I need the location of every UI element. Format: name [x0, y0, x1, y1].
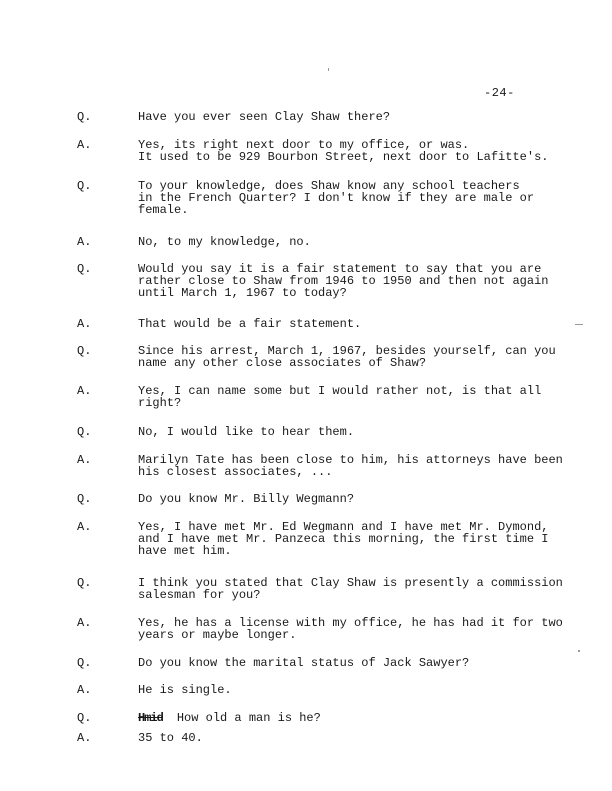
entry-text [138, 732, 578, 744]
text-line: Would you say it is a fair statement to say that you are [138, 262, 542, 276]
entry-text [138, 712, 578, 724]
text-line: Do you know Mr. Billy Wegmann? [138, 492, 355, 506]
text-line: It used to be 929 Bourbon Street, next door to Lafitte's. [138, 150, 549, 164]
entry-text [138, 180, 578, 216]
page-number: -24- [484, 86, 515, 100]
text-line: No, to my knowledge, no. [138, 235, 311, 249]
speaker-label: A. [77, 616, 92, 630]
text-line: No, I would like to hear them. [138, 425, 355, 439]
speaker-label: Q. [77, 711, 92, 725]
speaker-label: A. [77, 235, 92, 249]
text-line: Yes, its right next door to my office, or was. [138, 138, 470, 152]
text-line: Have you ever seen Clay Shaw there? [138, 110, 391, 124]
entry-text [138, 236, 578, 248]
entry-text [138, 345, 578, 369]
speaker-label: A. [77, 384, 92, 398]
text-line: female. [138, 203, 189, 217]
text-line: years or maybe longer. [138, 628, 297, 642]
scan-mark [575, 324, 583, 325]
text-line: Since his arrest, March 1, 1967, besides yourself, can you [138, 344, 556, 358]
text-line: To your knowledge, does Shaw know any school teachers [138, 179, 520, 193]
entry-text [138, 111, 578, 123]
text-line: salesman for you? [138, 588, 261, 602]
speaker-label: A. [77, 317, 92, 331]
speaker-label: A. [77, 683, 92, 697]
text-line: until March 1, 1967 to today? [138, 286, 347, 300]
entry-text [138, 657, 578, 669]
speaker-label: A. [77, 138, 92, 152]
text-line: rather close to Shaw from 1946 to 1950 and then not again [138, 274, 549, 288]
entry-text [138, 493, 578, 505]
speaker-label: A. [77, 453, 92, 467]
entry-text [138, 577, 578, 601]
text-line: his closest associates, ... [138, 465, 333, 479]
entry-text [138, 426, 578, 438]
text-line: Marilyn Tate has been close to him, his attorneys have been [138, 453, 563, 467]
speaker-label: Q. [77, 425, 92, 439]
entry-text [138, 684, 578, 696]
text-line: right? [138, 396, 182, 410]
entry-text [138, 454, 578, 478]
scan-mark [328, 68, 329, 71]
text-line: and I have met Mr. Panzeca this morning, the first time I [138, 532, 549, 546]
speaker-label: Q. [77, 262, 92, 276]
text-line: Do you know the marital status of Jack Sawyer? [138, 656, 470, 670]
speaker-label: Q. [77, 576, 92, 590]
struck-through-word: Hmid [138, 711, 163, 725]
speaker-label: Q. [77, 110, 92, 124]
text-line: in the French Quarter? I don't know if they are male or [138, 191, 535, 205]
text-line: name any other close associates of Shaw? [138, 356, 427, 370]
speaker-label: A. [77, 520, 92, 534]
entry-text [138, 521, 578, 557]
text-line: I think you stated that Clay Shaw is presently a commission [138, 576, 563, 590]
text-line: Yes, he has a license with my office, he has had it for two [138, 616, 563, 630]
speaker-label: Q. [77, 656, 92, 670]
text-line: Yes, I can name some but I would rather not, is that all [138, 384, 542, 398]
text-line: have met him. [138, 544, 232, 558]
entry-text [138, 617, 578, 641]
scan-mark [578, 650, 580, 652]
entry-text [138, 139, 578, 163]
speaker-label: Q. [77, 492, 92, 506]
entry-text [138, 263, 578, 299]
text-line: That would be a fair statement. [138, 317, 362, 331]
text-line: Yes, I have met Mr. Ed Wegmann and I have met Mr. Dymond, [138, 520, 549, 534]
text-line: He is single. [138, 683, 232, 697]
entry-text [138, 318, 578, 330]
text-line: 35 to 40. [138, 731, 203, 745]
speaker-label: Q. [77, 179, 92, 193]
entry-text [138, 385, 578, 409]
text-line: Hmid How old a man is he? [138, 711, 321, 725]
speaker-label: Q. [77, 344, 92, 358]
speaker-label: A. [77, 731, 92, 745]
